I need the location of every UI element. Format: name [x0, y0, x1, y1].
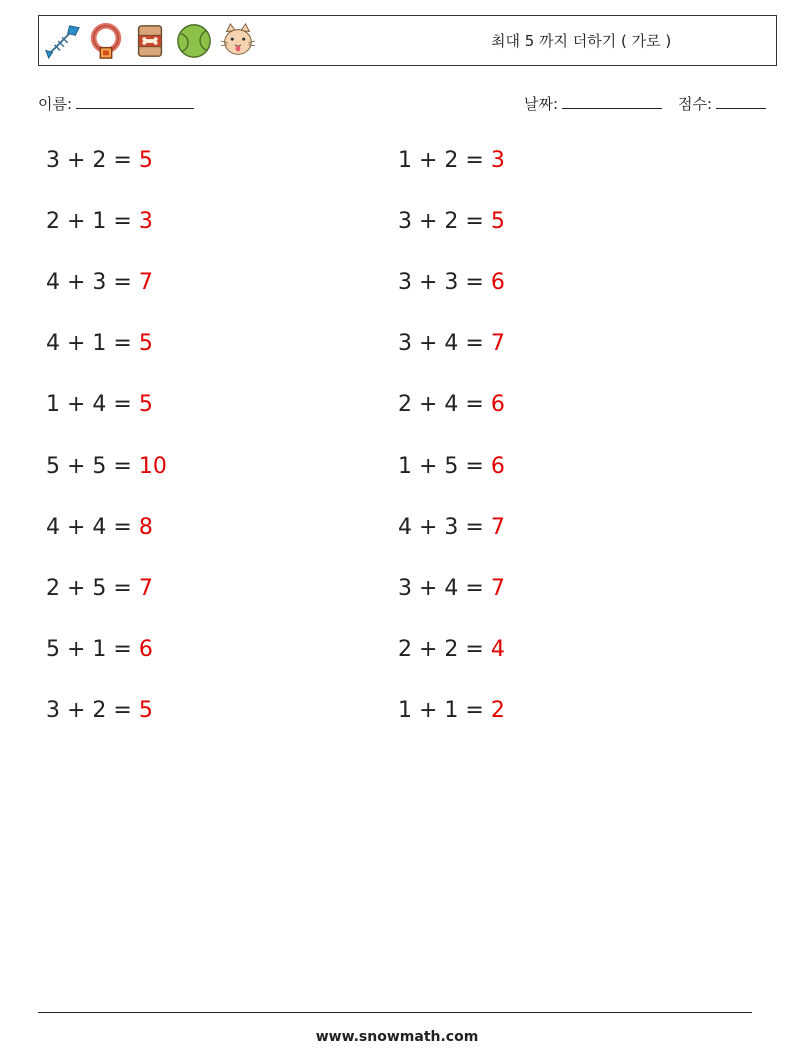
problem-question: 1 + 2 =	[398, 148, 491, 173]
date-field	[524, 93, 662, 114]
cat-face-icon	[219, 22, 257, 60]
problem-question: 4 + 4 =	[46, 514, 139, 540]
problem-answer: 8	[138, 514, 153, 540]
name-label: 이름:	[38, 95, 73, 113]
problem-answer: 3	[138, 209, 153, 235]
problem-question: 3 + 3 =	[398, 270, 491, 296]
score-label: 점수:	[678, 95, 713, 113]
problem-answer: 5	[138, 697, 153, 723]
name-line	[76, 94, 194, 109]
problem-answer: 7	[490, 331, 505, 357]
problem-item	[46, 637, 153, 662]
ring-icon	[87, 22, 125, 60]
problem-answer: 6	[490, 392, 505, 418]
tennis-ball-icon	[175, 22, 213, 60]
problem-question: 2 + 1 =	[46, 209, 139, 235]
name-field	[38, 93, 194, 114]
problem-question: 4 + 1 =	[46, 331, 139, 357]
footer-divider	[38, 1012, 752, 1013]
problem-answer: 5	[138, 331, 153, 357]
bone-treat-icon	[131, 22, 169, 60]
problem-item	[46, 515, 153, 540]
problem-question: 2 + 4 =	[398, 392, 491, 418]
problem-question: 5 + 5 =	[46, 453, 139, 479]
header-icons	[43, 20, 257, 62]
problem-item	[398, 331, 505, 356]
problem-item	[398, 148, 505, 173]
problem-answer: 6	[138, 636, 153, 662]
problem-answer: 7	[138, 575, 153, 601]
problem-question: 1 + 1 =	[398, 697, 491, 723]
problem-question: 3 + 2 =	[46, 148, 139, 173]
problem-answer: 5	[138, 148, 153, 173]
problem-item	[46, 392, 153, 417]
problem-item	[398, 698, 505, 723]
problem-item	[398, 392, 505, 417]
problem-answer: 6	[490, 270, 505, 296]
problem-item	[398, 270, 505, 295]
problem-question: 1 + 4 =	[46, 392, 139, 418]
problem-item	[46, 331, 153, 356]
problem-question: 5 + 1 =	[46, 636, 139, 662]
problem-question: 4 + 3 =	[46, 270, 139, 296]
problem-item	[398, 576, 505, 601]
score-line	[716, 94, 766, 109]
fishbone-icon	[43, 22, 81, 60]
date-label: 날짜:	[524, 95, 559, 113]
problem-answer: 2	[490, 697, 505, 723]
problem-answer: 3	[490, 148, 505, 173]
problem-answer: 5	[490, 209, 505, 235]
problem-answer: 6	[490, 453, 505, 479]
score-field	[678, 93, 766, 114]
problem-item	[46, 270, 153, 295]
problem-question: 1 + 5 =	[398, 453, 491, 479]
problem-item	[398, 454, 505, 479]
footer-website: www.snowmath.com	[315, 1029, 479, 1045]
date-line	[562, 94, 662, 109]
problem-question: 3 + 4 =	[398, 575, 491, 601]
worksheet-title: 최대 5 까지 더하기 ( 가로 )	[491, 32, 672, 50]
problem-item	[46, 576, 153, 601]
problem-item	[46, 148, 153, 173]
problem-answer: 7	[138, 270, 153, 296]
problem-answer: 7	[490, 514, 505, 540]
problem-question: 3 + 4 =	[398, 331, 491, 357]
problem-question: 3 + 2 =	[46, 697, 139, 723]
problem-item	[46, 698, 153, 723]
problem-item	[398, 209, 505, 234]
problem-item	[46, 209, 153, 234]
problem-answer: 5	[138, 392, 153, 418]
worksheet-header	[38, 15, 777, 66]
problem-answer: 10	[138, 453, 167, 479]
problem-item	[398, 637, 505, 662]
problem-question: 3 + 2 =	[398, 209, 491, 235]
problem-question: 2 + 2 =	[398, 636, 491, 662]
problem-question: 2 + 5 =	[46, 575, 139, 601]
problem-answer: 7	[490, 575, 505, 601]
problem-answer: 4	[490, 636, 505, 662]
problem-item	[398, 515, 505, 540]
problem-item	[46, 454, 167, 479]
problem-question: 4 + 3 =	[398, 514, 491, 540]
